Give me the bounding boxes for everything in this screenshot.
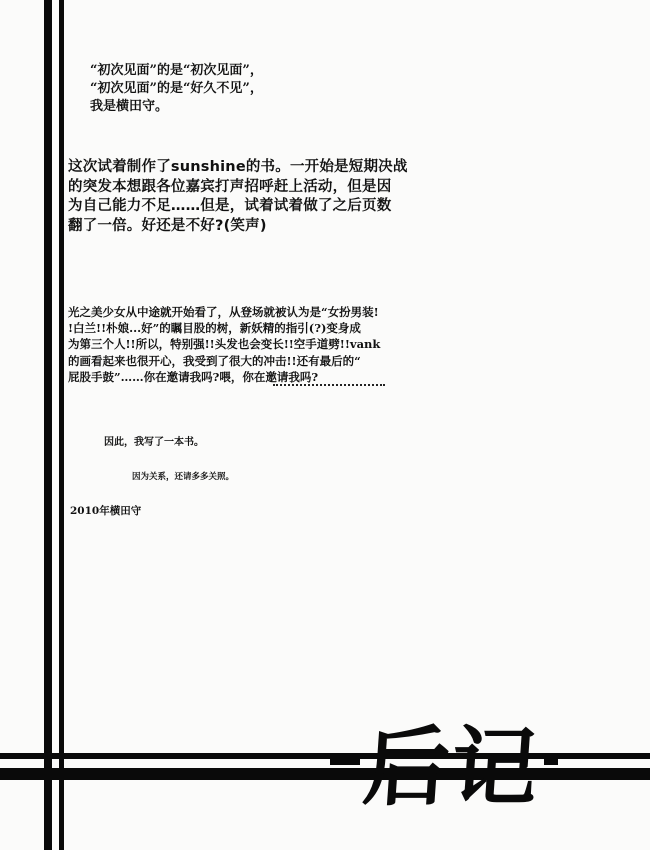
text-line: 翻了一倍。好还是不好?(笑声) bbox=[68, 217, 267, 234]
signature: 2010年横田守 bbox=[70, 505, 142, 517]
precure-paragraph bbox=[68, 304, 380, 385]
text-line: 的画看起来也很开心，我受到了很大的冲击!!还有最后的“ bbox=[68, 353, 361, 368]
dotted-separator bbox=[273, 384, 385, 386]
text-line: 屁股手鼓”……你在邀请我吗?喂，你在邀请我吗? bbox=[68, 369, 319, 384]
text-line: !白兰!!朴娘...好”的瞩目股的树，新妖精的指引(?)变身成 bbox=[68, 321, 361, 336]
text-line: 为自己能力不足……但是，试着试着做了之后页数 bbox=[68, 198, 392, 214]
text-line: “初次见面”的是“好久不见”， bbox=[90, 81, 263, 96]
title-dash-left bbox=[330, 756, 360, 765]
intro-paragraph bbox=[90, 62, 263, 116]
text-line: 这次试着制作了sunshine的书。一开始是短期决战 bbox=[68, 159, 408, 175]
regards-line: 因为关系，还请多多关照。 bbox=[132, 472, 235, 482]
afterword-title bbox=[326, 705, 562, 818]
text-line: “初次见面”的是“初次见面”， bbox=[90, 63, 263, 78]
right-vertical-bar bbox=[59, 0, 64, 850]
text-line: 为第三个人!!所以，特别强!!头发也会变长!!空手道劈!!vank bbox=[68, 337, 381, 352]
left-vertical-bar bbox=[44, 0, 52, 850]
title-text: 后记 bbox=[359, 718, 543, 818]
text-line: 的突发本想跟各位嘉宾打声招呼赶上活动，但是因 bbox=[68, 178, 392, 195]
title-dash-right bbox=[544, 756, 558, 765]
wrote-book-line: 因此，我写了一本书。 bbox=[104, 437, 204, 448]
text-line: 光之美少女从中途就开始看了，从登场就被认为是“女扮男装! bbox=[68, 305, 379, 319]
text-line: 我是横田守。 bbox=[90, 99, 169, 114]
main-paragraph bbox=[68, 158, 408, 236]
